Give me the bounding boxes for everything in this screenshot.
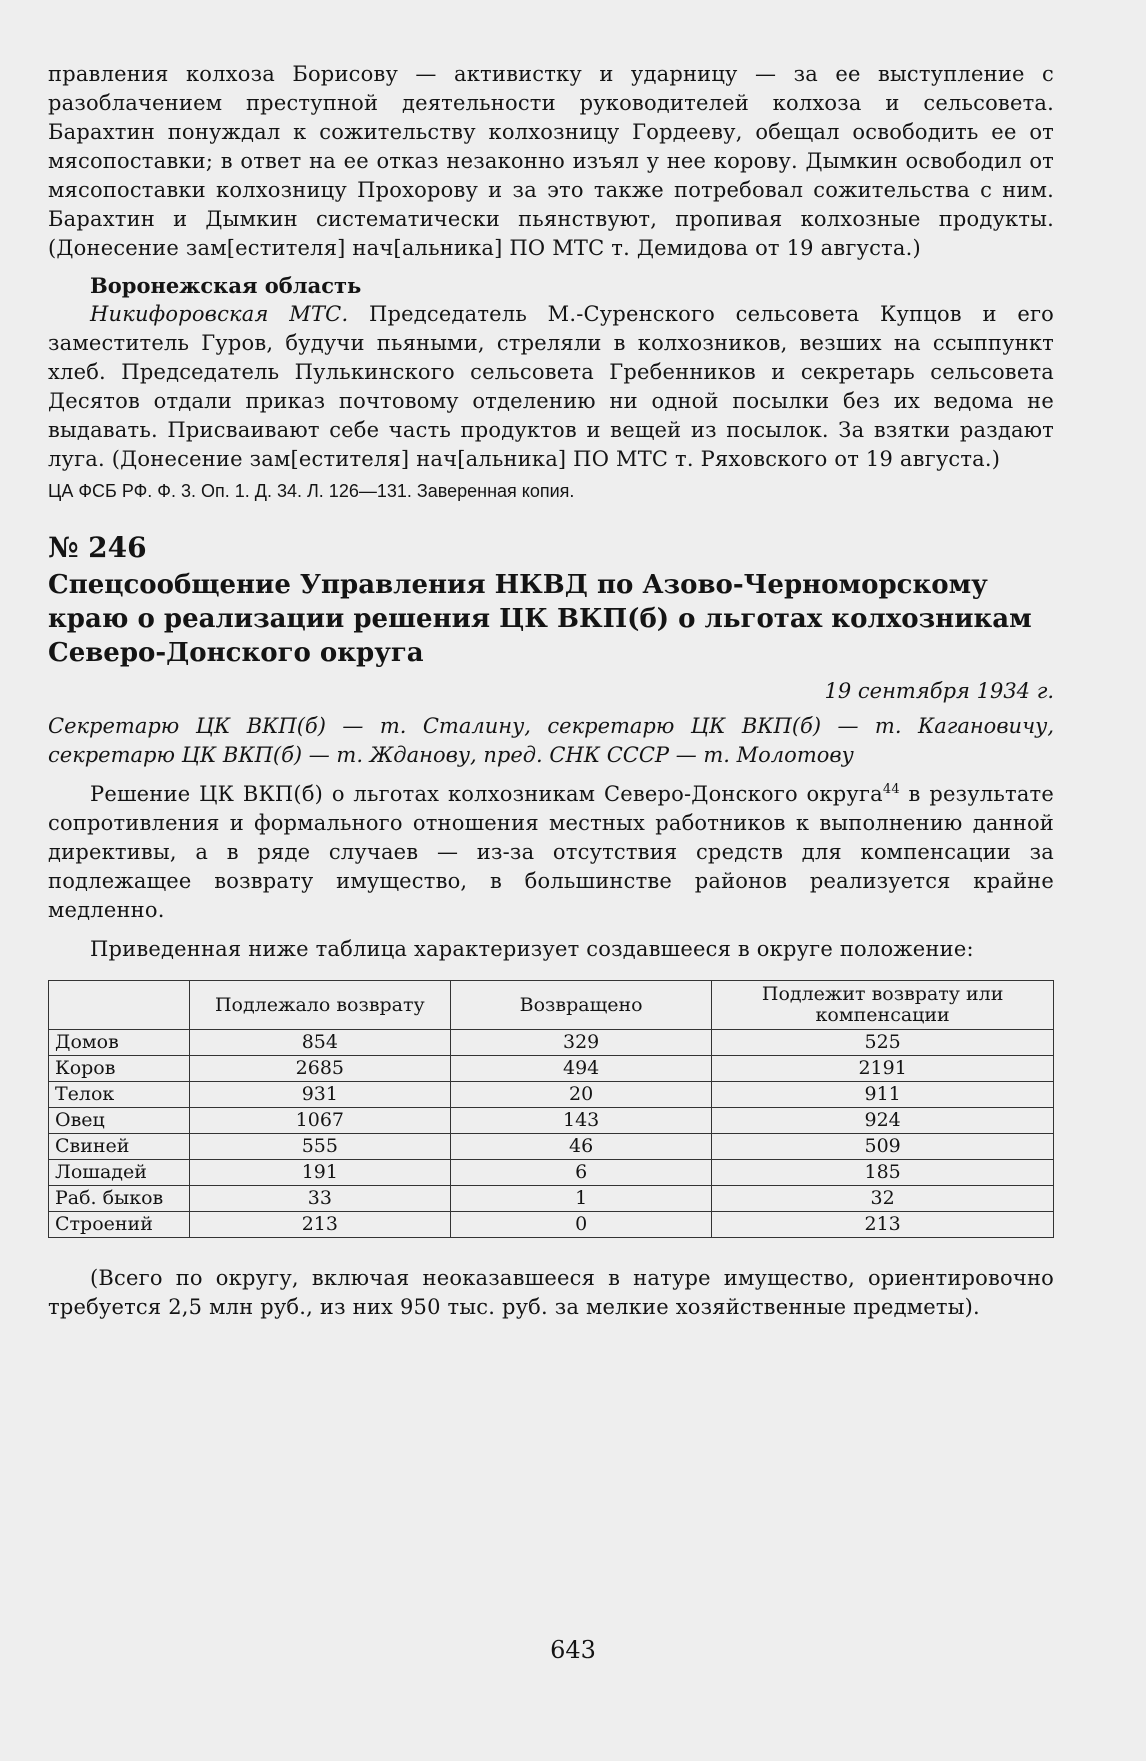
cell-remaining: 32	[712, 1186, 1054, 1212]
restitution-table	[48, 980, 1054, 1238]
cell-remaining: 213	[712, 1212, 1054, 1238]
cell-due: 33	[189, 1186, 450, 1212]
mts-lead: Никифоровская МТС.	[90, 302, 349, 326]
row-label: Свиней	[49, 1134, 190, 1160]
paragraph-table-intro: Приведенная ниже таблица характеризует создавшееся в округе положение:	[90, 937, 974, 961]
cell-due: 2685	[189, 1056, 450, 1082]
cell-returned: 329	[450, 1030, 711, 1056]
document-number: № 246	[48, 531, 147, 564]
cell-remaining: 509	[712, 1134, 1054, 1160]
table-row	[49, 1108, 1054, 1134]
cell-due: 555	[189, 1134, 450, 1160]
row-label: Овец	[49, 1108, 190, 1134]
cell-due: 213	[189, 1212, 450, 1238]
table-row	[49, 1212, 1054, 1238]
table-row	[49, 1186, 1054, 1212]
row-label: Раб. быков	[49, 1186, 190, 1212]
header-due: Подлежало возврату	[189, 981, 450, 1030]
document-addressee: Секретарю ЦК ВКП(б) — т. Сталину, секретарю ЦК ВКП(б) — т. Кагановичу, секретарю ЦК ВКП(б) — т. Жданову, пред. СНК СССР — т. Молотову	[48, 714, 1054, 767]
cell-returned: 1	[450, 1186, 711, 1212]
cell-due: 931	[189, 1082, 450, 1108]
table-row	[49, 1134, 1054, 1160]
cell-returned: 494	[450, 1056, 711, 1082]
cell-remaining: 911	[712, 1082, 1054, 1108]
table-row	[49, 1160, 1054, 1186]
cell-due: 854	[189, 1030, 450, 1056]
closing-note: (Всего по округу, включая неоказавшееся в натуре имущество, ориентировочно требуется 2,5 млн руб., из них 950 тыс. руб. за мелкие хозяйственные предметы).	[48, 1266, 1054, 1319]
table-row	[49, 1056, 1054, 1082]
cell-returned: 46	[450, 1134, 711, 1160]
table-row	[49, 1030, 1054, 1056]
cell-returned: 143	[450, 1108, 711, 1134]
page-body	[48, 60, 1054, 1322]
cell-remaining: 2191	[712, 1056, 1054, 1082]
table-body	[49, 1030, 1054, 1238]
page-number: 643	[550, 1636, 596, 1664]
row-label: Лошадей	[49, 1160, 190, 1186]
table-header-row	[49, 981, 1054, 1030]
header-remaining: Подлежит возврату или компенсации	[712, 981, 1054, 1030]
source-note: ЦА ФСБ РФ. Ф. 3. Оп. 1. Д. 34. Л. 126—131. Заверенная копия.	[48, 481, 575, 501]
row-label: Коров	[49, 1056, 190, 1082]
mts-text: Председатель М.-Суренского сельсовета Купцов и его заместитель Гуров, будучи пьяными, стреляли в колхозников, везших на ссыппункт хлеб. Председатель Пулькинского сельсовета Гребенников и секретарь сельсовета Десятов отдали приказ почтовому отделению ни одной посылки без их ведома не выдавать. Присваивают себе часть продуктов и вещей из посылок. За взятки раздают луга. (Донесение зам[естителя] нач[альника] ПО МТС т. Ряховского от 19 августа.)	[48, 302, 1055, 471]
document-title: Спецсообщение Управления НКВД по Азово-Черноморскому краю о реализации решения ЦК ВКП(б) о льготах колхозникам Северо-Донского округа	[48, 570, 1032, 668]
decision-rest: в результате сопротивления и формального отношения местных работников к выполнению данной директивы, а в ряде случаев — из-за отсутствия средств для компенсации за подлежащее возврату имущество, в большинстве районов реализуется крайне медленно.	[48, 782, 1054, 922]
row-label: Строений	[49, 1212, 190, 1238]
cell-remaining: 924	[712, 1108, 1054, 1134]
region-heading: Воронежская область	[90, 273, 362, 298]
cell-due: 191	[189, 1160, 450, 1186]
cell-remaining: 185	[712, 1160, 1054, 1186]
cell-returned: 0	[450, 1212, 711, 1238]
row-label: Телок	[49, 1082, 190, 1108]
cell-returned: 6	[450, 1160, 711, 1186]
cell-returned: 20	[450, 1082, 711, 1108]
cell-remaining: 525	[712, 1030, 1054, 1056]
paragraph-decision	[48, 780, 1054, 925]
decision-text: Решение ЦК ВКП(б) о льготах колхозникам Северо-Донского округа	[90, 782, 883, 806]
footnote-ref: 44	[882, 782, 900, 797]
table-row	[49, 1082, 1054, 1108]
row-label: Домов	[49, 1030, 190, 1056]
header-label-cell	[49, 981, 190, 1030]
paragraph-top: правления колхоза Борисову — активистку и ударницу — за ее выступление с разоблачением преступной деятельности руководителей колхоза и сельсовета. Барахтин понуждал к сожительству колхозницу Гордееву, обещал освободить ее от мясопоставки; в ответ на ее отказ незаконно изъял у нее корову. Дымкин освободил от мясопоставки колхозницу Прохорову и за это также потребовал сожительства с ним. Барахтин и Дымкин систематически пьянствуют, пропивая колхозные продукты. (Донесение зам[естителя] нач[альника] ПО МТС т. Демидова от 19 августа.)	[48, 62, 1054, 260]
document-date: 19 сентября 1934 г.	[824, 679, 1054, 703]
cell-due: 1067	[189, 1108, 450, 1134]
header-returned: Возвращено	[450, 981, 711, 1030]
paragraph-mts	[48, 300, 1054, 474]
